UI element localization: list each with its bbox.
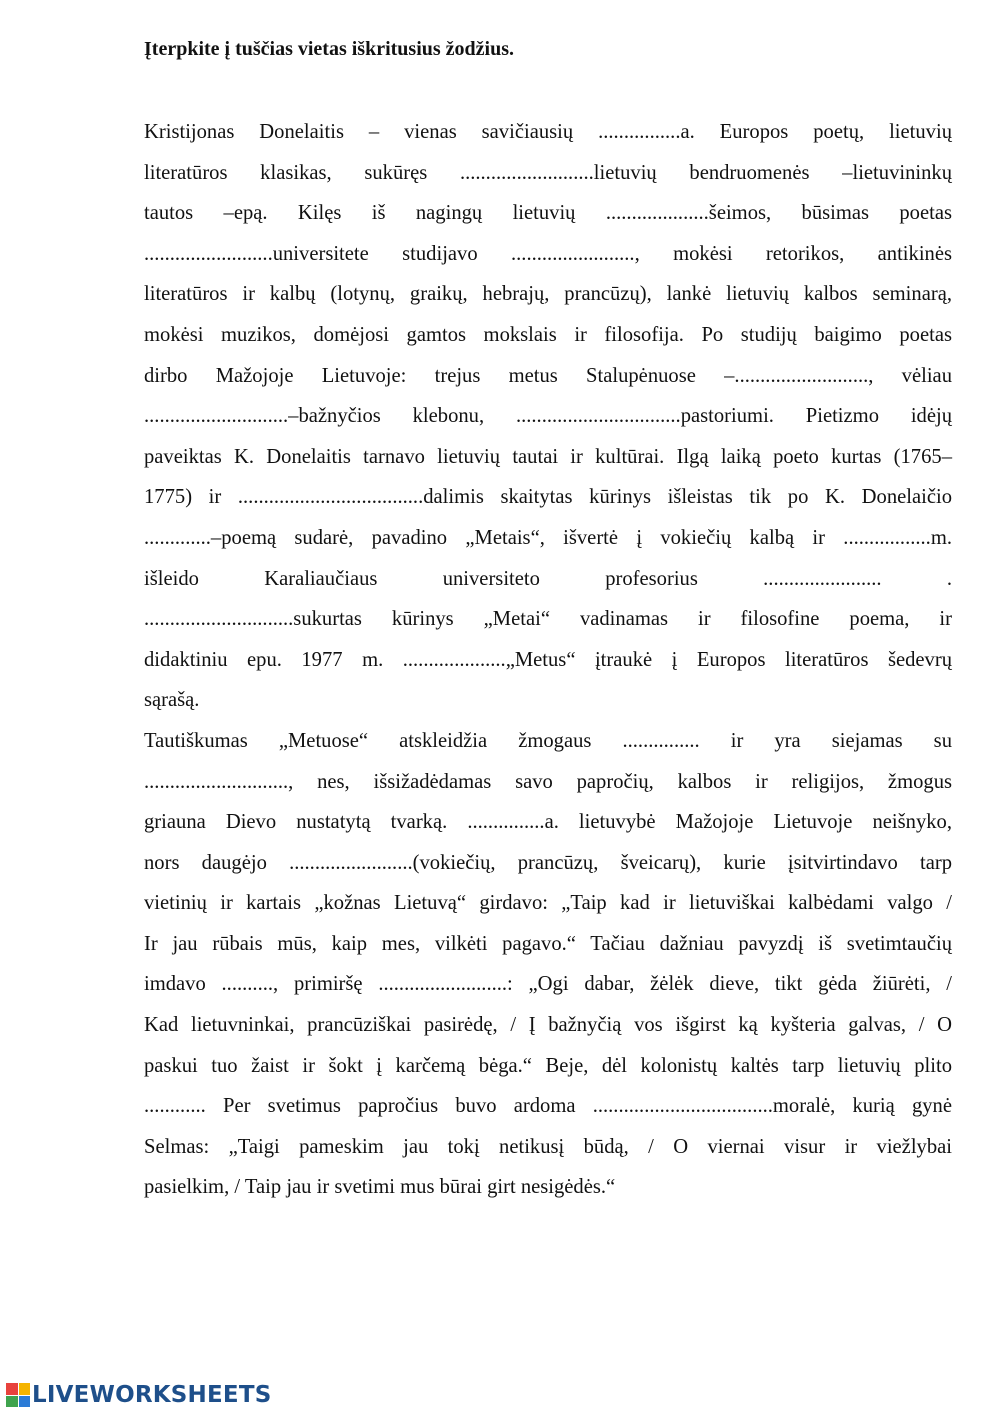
- text-line: literatūros ir kalbų (lotynų, graikų, hebrajų, prancūzų), lankė lietuvių kalbos seminarą,: [144, 283, 952, 306]
- text-line: 1775) ir ....................................dalimis skaitytas kūrinys išleistas tik po K. Donelaičio: [144, 486, 952, 509]
- text-line: tautos –epą. Kilęs iš nagingų lietuvių ....................šeimos, būsimas poetas: [144, 202, 952, 225]
- text-line: paveiktas K. Donelaitis tarnavo lietuvių tautai ir kultūrai. Ilgą laiką poeto kurtas (1765–: [144, 445, 952, 468]
- logo-text: LIVEWORKSHEETS: [32, 1382, 272, 1408]
- text-line: ............ Per svetimus papročius buvo ardoma ...................................moralė, kurią gynė: [144, 1095, 952, 1118]
- text-line: nors daugėjo ........................(vokiečių, prancūzų, šveicarų), kurie įsitvirtindavo tarp: [144, 851, 952, 874]
- worksheet-title: Įterpkite į tuščias vietas iškritusius žodžius.: [144, 38, 515, 60]
- text-line: Kristijonas Donelaitis – vienas savičiausių ................a. Europos poetų, lietuvių: [144, 121, 952, 143]
- text-line: Tautiškumas „Metuose“ atskleidžia žmogaus ............... ir yra siejamas su: [144, 729, 952, 752]
- text-line: mokėsi muzikos, domėjosi gamtos mokslais ir filosofija. Po studijų baigimo poetas: [144, 323, 952, 346]
- text-line: paskui tuo žaist ir šokt į karčemą bėga.“ Beje, dėl kolonistų kaltės tarp lietuvių plito: [144, 1054, 952, 1077]
- text-line: pasielkim, / Taip jau ir svetimi mus būrai girt nesigėdės.“: [144, 1176, 616, 1199]
- text-line: literatūros klasikas, sukūręs ..........................lietuvių bendruomenės –lietuvininkų: [144, 161, 952, 184]
- text-line: .............–poemą sudarė, pavadino „Metais“, išvertė į vokiečių kalbą ir .................m.: [144, 526, 952, 549]
- text-line: sąrašą.: [144, 689, 200, 712]
- liveworksheets-logo-icon: [6, 1383, 30, 1407]
- text-line: dirbo Mažojoje Lietuvoje: trejus metus Stalupėnuose –.........................., vėliau: [144, 364, 952, 387]
- text-line: Kad lietuvninkai, prancūziškai pasirėdę, / Į bažnyčią vos išgirst ką kyšteria galvas, / O: [144, 1014, 952, 1037]
- text-line: .............................sukurtas kūrinys „Metai“ vadinamas ir filosofine poema, ir: [144, 608, 952, 631]
- text-line: Selmas: „Taigi pameskim jau tokį netikusį būdą, / O viernai visur ir viežlybai: [144, 1135, 952, 1158]
- text-line: Ir jau rūbais mūs, kaip mes, vilkėti pagavo.“ Tačiau dažniau pavyzdį iš svetimtaučių: [144, 932, 952, 955]
- text-line: ............................, nes, išsižadėdamas savo papročių, kalbos ir religijos, žmogus: [144, 770, 952, 793]
- liveworksheets-logo[interactable]: [6, 1381, 271, 1409]
- text-line: ............................–bažnyčios klebonu, ................................pastoriumi. Pietizmo idėjų: [144, 405, 952, 428]
- text-line: imdavo .........., primiršę .........................: „Ogi dabar, žėlėk dieve, tikt gėda žiūrėti, /: [144, 973, 952, 996]
- text-line: .........................universitete studijavo ........................, mokėsi retorikos, antikinės: [144, 242, 952, 265]
- text-line: didaktiniu epu. 1977 m. ....................„Metus“ įtraukė į Europos literatūros šedevrų: [144, 648, 952, 671]
- exercise-text: [144, 112, 952, 1208]
- text-line: vietinių ir kartais „kožnas Lietuvą“ girdavo: „Taip kad ir lietuviškai kalbėdami valgo /: [144, 892, 952, 915]
- text-line: griauna Dievo nustatytą tvarką. ...............a. lietuvybė Mažojoje Lietuvoje neišnyko,: [144, 811, 952, 834]
- text-line: išleido Karaliaučiaus universiteto profesorius ....................... .: [144, 567, 952, 590]
